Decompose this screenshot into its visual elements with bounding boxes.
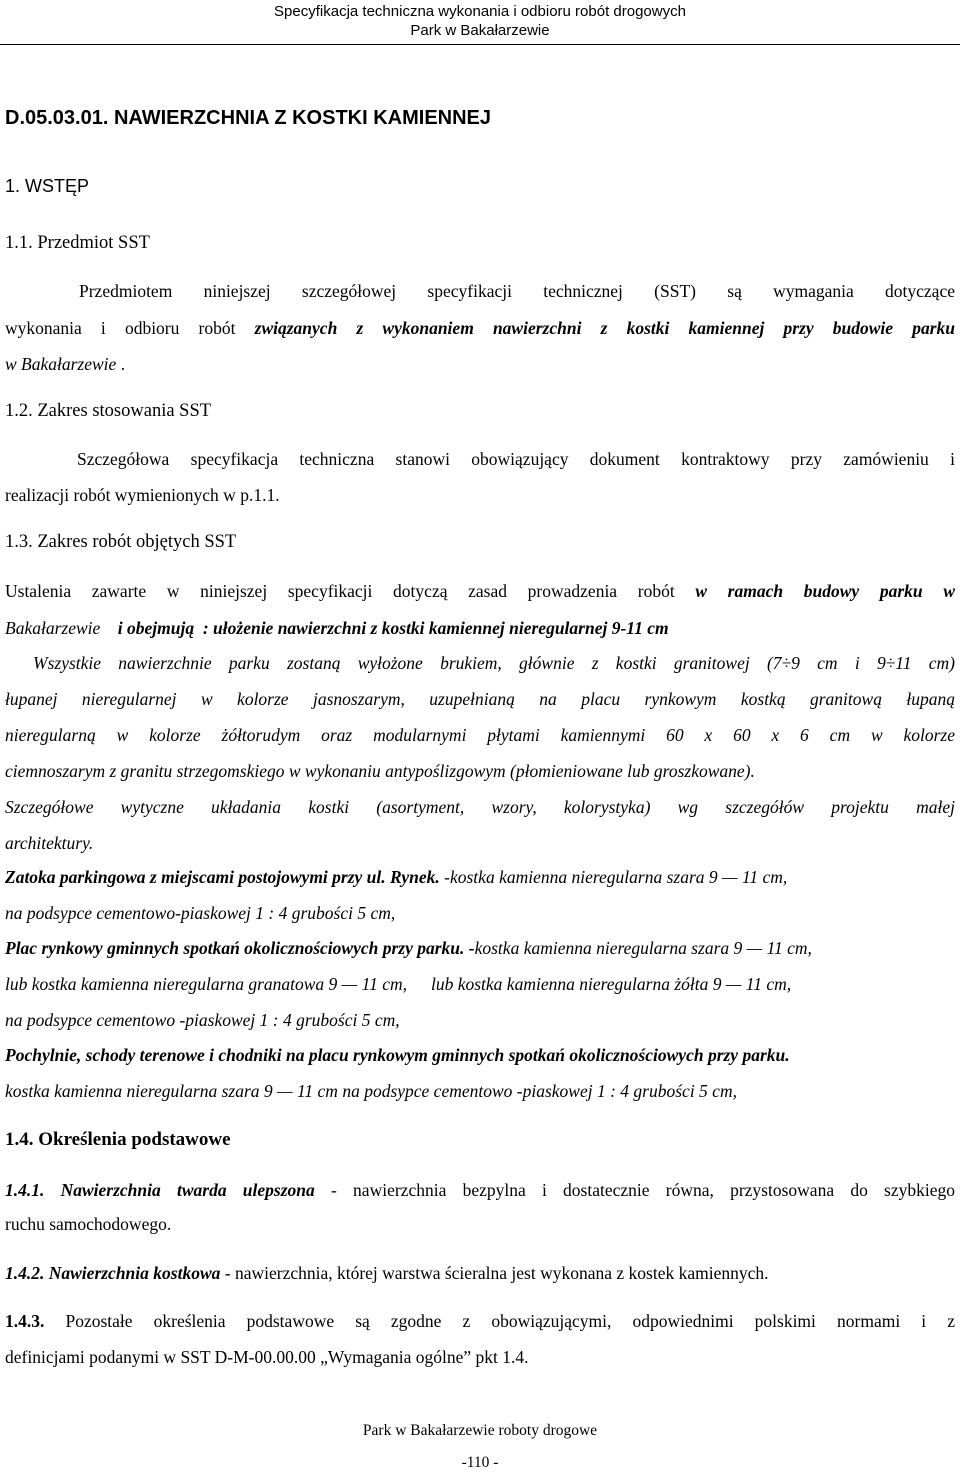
section-1-3-line-4: łupanej nieregularnej w kolorze jasnoszarym, uzupełnianą na placu rynkowym kostką granitową łupaną: [5, 689, 955, 709]
section-1-1-heading: 1.1. Przedmiot SST: [5, 233, 150, 253]
section-1-4-heading: 1.4. Określenia podstawowe: [5, 1129, 231, 1150]
header-divider: [0, 44, 960, 45]
section-1-4-2-line-1: 1.4.2. Nawierzchnia kostkowa - nawierzchnia, której warstwa ścieralna jest wykonana z kostek kamiennych.: [5, 1263, 769, 1283]
section-1-4-1-line-2: ruchu samochodowego.: [5, 1214, 172, 1234]
section-1-3-line-12: lub kostka kamienna nieregularna granatowa 9 — 11 cm, lub kostka kamienna nieregularna żółta 9 — 11 cm,: [5, 974, 792, 994]
section-1-3-line-8: architektury.: [5, 833, 94, 853]
section-1-3-line-3: Wszystkie nawierzchnie parku zostaną wyłożone brukiem, głównie z kostki granitowej (7÷9 cm i 9÷11 cm): [33, 653, 955, 673]
section-1-3-line-1: Ustalenia zawarte w niniejszej specyfikacji dotyczą zasad prowadzenia robót w ramach budowy parku w: [5, 581, 955, 601]
section-1-3-line-7: Szczegółowe wytyczne układania kostki (asortyment, wzory, kolorystyka) wg szczegółów projektu małej: [5, 797, 955, 817]
section-1-3-line-14: Pochylnie, schody terenowe i chodniki na placu rynkowym gminnych spotkań okolicznościowych przy parku.: [5, 1045, 790, 1065]
section-1-3-line-2: Bakałarzewie i obejmują : ułożenie nawierzchni z kostki kamiennej nieregularnej 9-11 cm: [5, 618, 669, 638]
section-1-1-line-1: Przedmiotem niniejszej szczegółowej specyfikacji technicznej (SST) są wymagania dotyczące: [79, 281, 955, 301]
footer-title: Park w Bakałarzewie roboty drogowe: [362, 1422, 598, 1439]
section-1-3-line-11: Plac rynkowy gminnych spotkań okolicznościowych przy parku. -kostka kamienna nieregularna szara 9 — 11 cm,: [5, 938, 812, 958]
section-1-2-line-1: Szczegółowa specyfikacja techniczna stanowi obowiązujący dokument kontraktowy przy zamówieniu i: [77, 449, 955, 469]
page-header: [0, 2, 960, 40]
section-1-heading: 1. WSTĘP: [5, 176, 90, 196]
section-1-3-line-10: na podsypce cementowo-piaskowej 1 : 4 grubości 5 cm,: [5, 903, 396, 923]
section-1-4-3-line-2: definicjami podanymi w SST D-M-00.00.00 „Wymagania ogólne” pkt 1.4.: [5, 1347, 529, 1367]
section-1-3-heading: 1.3. Zakres robót objętych SST: [5, 532, 237, 552]
section-1-2-line-2: realizacji robót wymienionych w p.1.1.: [5, 485, 280, 505]
section-1-4-3-line-1: 1.4.3. Pozostałe określenia podstawowe są zgodne z obowiązującymi, odpowiednimi polskimi normami i z: [5, 1311, 955, 1331]
document-title: D.05.03.01. NAWIERZCHNIA Z KOSTKI KAMIENNEJ: [5, 107, 492, 129]
section-1-3-line-15: kostka kamienna nieregularna szara 9 — 11 cm na podsypce cementowo -piaskowej 1 : 4 grubości 5 cm,: [5, 1081, 737, 1101]
section-1-4-1-line-1: 1.4.1. Nawierzchnia twarda ulepszona - nawierzchnia bezpylna i dostatecznie równa, przystosowana do szybkiego: [5, 1180, 955, 1200]
section-1-2-heading: 1.2. Zakres stosowania SST: [5, 401, 212, 421]
section-1-3-line-9: Zatoka parkingowa z miejscami postojowymi przy ul. Rynek. -kostka kamienna nieregularna szara 9 — 11 cm,: [5, 867, 788, 887]
section-1-1-line-3: w Bakałarzewie .: [5, 354, 126, 374]
section-1-3-line-5: nieregularną w kolorze żółtorudym oraz modularnymi płytami kamiennymi 60 x 60 x 6 cm w kolorze: [5, 725, 955, 745]
section-1-3-line-6: ciemnoszarym z granitu strzegomskiego w wykonaniu antypoślizgowym (płomieniowane lub groszkowane).: [5, 761, 755, 781]
section-1-1-line-2: wykonania i odbioru robót związanych z wykonaniem nawierzchni z kostki kamiennej przy budowie parku: [5, 318, 956, 338]
page-number: -110 -: [461, 1454, 499, 1471]
header-line-1: Specyfikacja techniczna wykonania i odbioru robót drogowych: [274, 3, 686, 20]
section-1-3-line-13: na podsypce cementowo -piaskowej 1 : 4 grubości 5 cm,: [5, 1010, 400, 1030]
header-line-2: Park w Bakałarzewie: [410, 22, 550, 39]
